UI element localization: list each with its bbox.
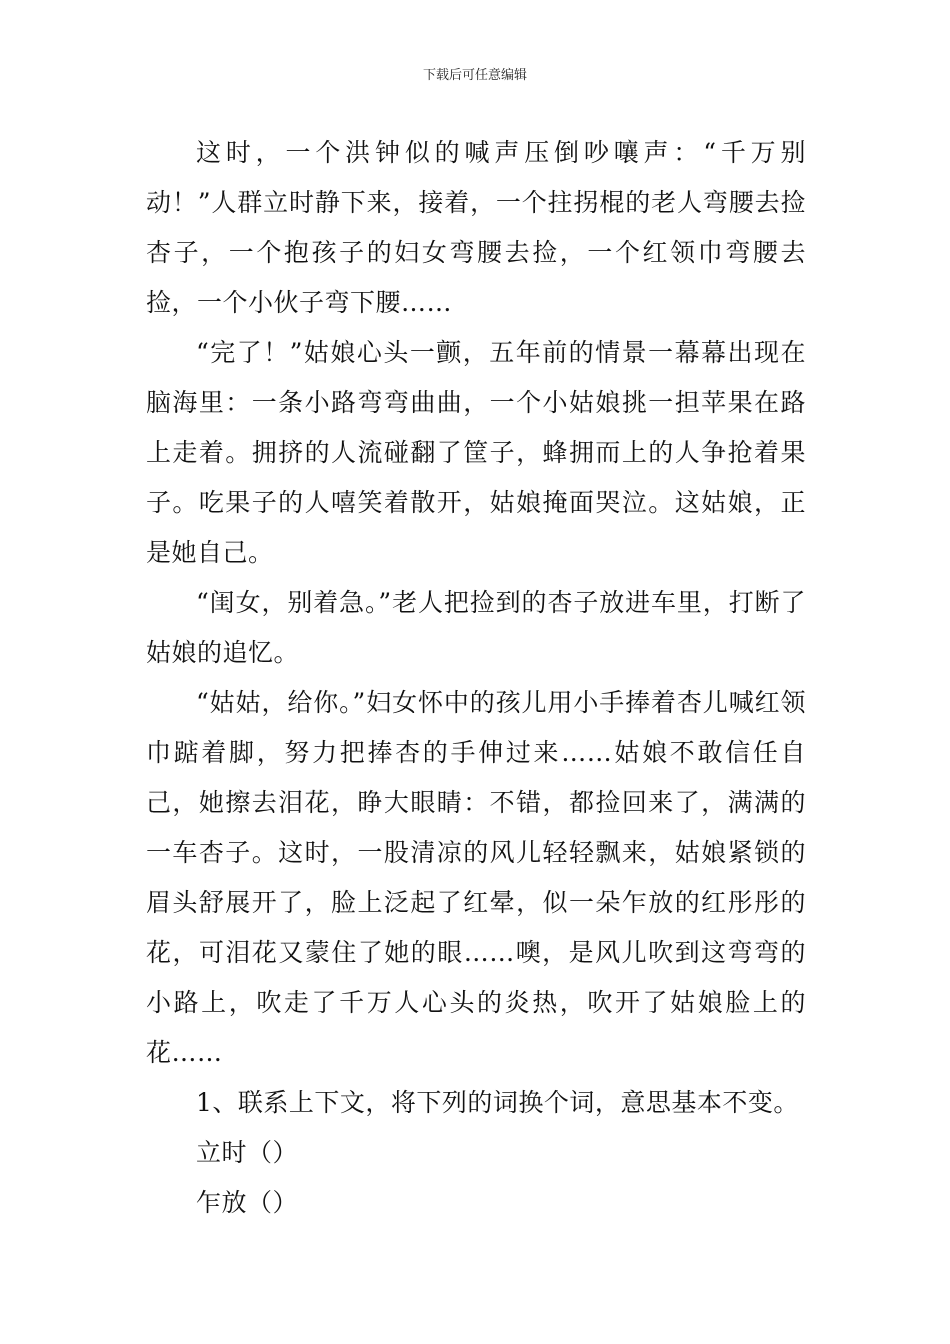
- question-prompt: 1、联系上下文，将下列的词换个词，意思基本不变。: [196, 1088, 799, 1117]
- paragraph-2: “完了！”姑娘心头一颤，五年前的情景一幕幕出现在脑海里：一条小路弯弯曲曲，一个小姑娘挑一担苹果在路上走着。拥挤的人流碰翻了筐子，蜂拥而上的人争抢着果子。吃果子的人嘻笑着散开，姑娘掩面哭泣。这姑娘，正是她自己。: [146, 338, 806, 567]
- document-body: [146, 128, 806, 1228]
- paragraph-1: 这时，一个洪钟似的喊声压倒吵嚷声：“千万别动！”人群立时静下来，接着，一个拄拐棍的老人弯腰去捡杏子，一个抱孩子的妇女弯腰去捡，一个红领巾弯腰去捡，一个小伙子弯下腰……: [146, 138, 806, 317]
- page-header-note: 下载后可任意编辑: [422, 68, 527, 83]
- paragraph-3: “闺女，别着急。”老人把捡到的杏子放进车里，打断了姑娘的追忆。: [146, 588, 806, 667]
- question-item-1: 立时（）: [196, 1138, 299, 1167]
- question-item-2: 乍放（）: [196, 1188, 299, 1217]
- paragraph-4: “姑姑，给你。”妇女怀中的孩儿用小手捧着杏儿喊红领巾踮着脚，努力把捧杏的手伸过来……姑娘不敢信任自己，她擦去泪花，睁大眼睛：不错，都捡回来了，满满的一车杏子。这时，一股清凉的风儿轻轻飘来，姑娘紧锁的眉头舒展开了，脸上泛起了红晕，似一朵乍放的红彤彤的花，可泪花又蒙住了她的眼……噢，是风儿吹到这弯弯的小路上，吹走了千万人心头的炎热，吹开了姑娘脸上的花……: [146, 688, 806, 1067]
